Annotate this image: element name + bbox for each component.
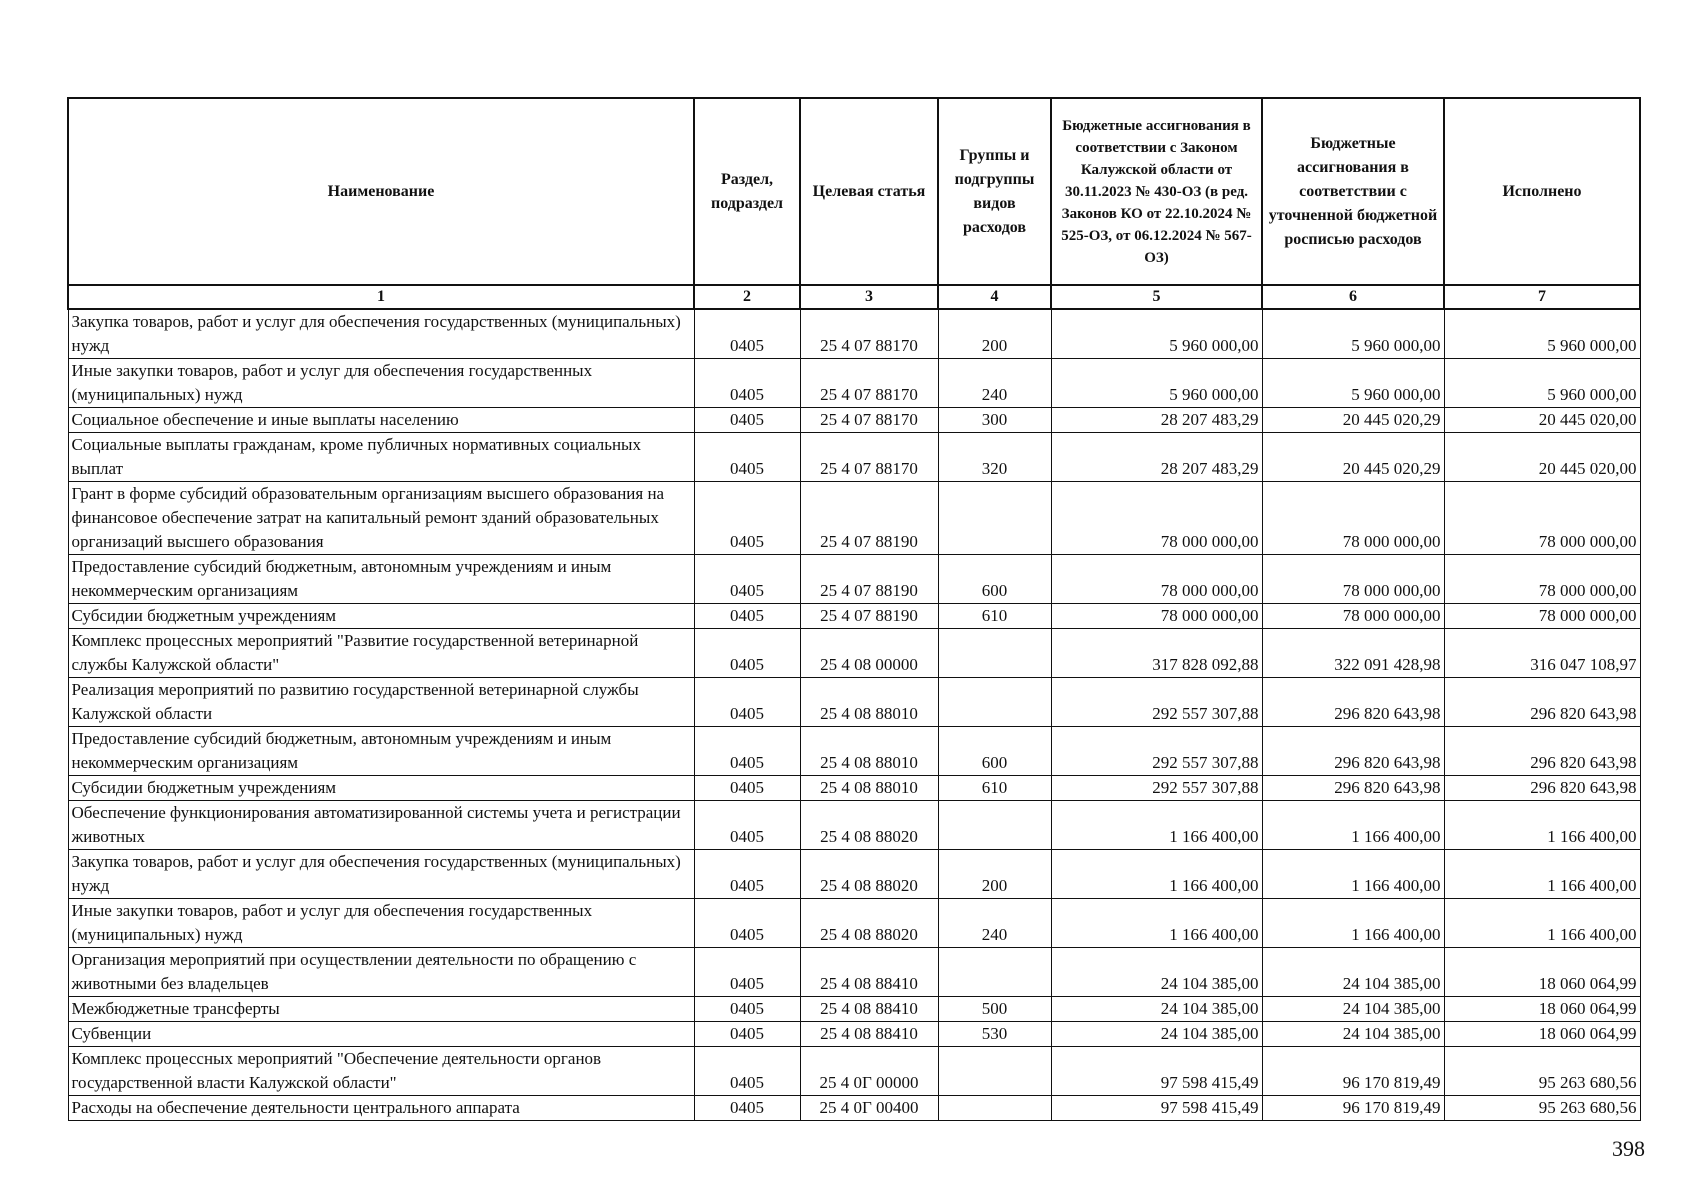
table-row [68, 1047, 1640, 1096]
row-article: 25 4 07 88190 [800, 604, 938, 629]
row-name: Иные закупки товаров, работ и услуг для обеспечения государственных (муниципальных) нужд [68, 359, 694, 408]
header-law-allocations: Бюджетные ассигнования в соответствии с Законом Калужской области от 30.11.2023 № 430-ОЗ (в ред. Законов КО от 22.10.2024 № 525-ОЗ, от 06.12.2024 № 567-ОЗ) [1051, 98, 1262, 285]
row-executed-amount: 18 060 064,99 [1444, 997, 1640, 1022]
table-row [68, 359, 1640, 408]
row-group: 200 [938, 309, 1051, 359]
row-group: 240 [938, 899, 1051, 948]
row-section: 0405 [694, 555, 800, 604]
header-roster-allocations: Бюджетные ассигнования в соответствии с уточненной бюджетной росписью расходов [1262, 98, 1444, 285]
row-name: Закупка товаров, работ и услуг для обеспечения государственных (муниципальных) нужд [68, 309, 694, 359]
row-name: Предоставление субсидий бюджетным, автономным учреждениям и иным некоммерческим организациям [68, 727, 694, 776]
row-article: 25 4 0Г 00400 [800, 1096, 938, 1121]
column-number: 5 [1051, 285, 1262, 309]
row-executed-amount: 20 445 020,00 [1444, 433, 1640, 482]
table-row [68, 801, 1640, 850]
row-section: 0405 [694, 727, 800, 776]
row-executed-amount: 78 000 000,00 [1444, 555, 1640, 604]
row-name: Социальное обеспечение и иные выплаты населению [68, 408, 694, 433]
row-executed-amount: 316 047 108,97 [1444, 629, 1640, 678]
row-section: 0405 [694, 948, 800, 997]
row-article: 25 4 07 88170 [800, 408, 938, 433]
table-row [68, 604, 1640, 629]
row-section: 0405 [694, 850, 800, 899]
row-executed-amount: 1 166 400,00 [1444, 899, 1640, 948]
row-executed-amount: 296 820 643,98 [1444, 678, 1640, 727]
table-row [68, 433, 1640, 482]
row-section: 0405 [694, 1047, 800, 1096]
row-section: 0405 [694, 678, 800, 727]
row-article: 25 4 08 88010 [800, 776, 938, 801]
header-section: Раздел, подраздел [694, 98, 800, 285]
row-section: 0405 [694, 776, 800, 801]
row-roster-amount: 20 445 020,29 [1262, 408, 1444, 433]
row-article: 25 4 07 88170 [800, 433, 938, 482]
row-law-amount: 292 557 307,88 [1051, 776, 1262, 801]
row-law-amount: 78 000 000,00 [1051, 604, 1262, 629]
row-law-amount: 5 960 000,00 [1051, 359, 1262, 408]
row-law-amount: 24 104 385,00 [1051, 948, 1262, 997]
row-executed-amount: 78 000 000,00 [1444, 604, 1640, 629]
row-roster-amount: 296 820 643,98 [1262, 727, 1444, 776]
header-expense-group: Группы и подгруппы видов расходов [938, 98, 1051, 285]
table-row [68, 776, 1640, 801]
row-law-amount: 1 166 400,00 [1051, 850, 1262, 899]
table-row [68, 408, 1640, 433]
row-roster-amount: 5 960 000,00 [1262, 359, 1444, 408]
row-law-amount: 78 000 000,00 [1051, 555, 1262, 604]
table-row [68, 629, 1640, 678]
row-executed-amount: 95 263 680,56 [1444, 1096, 1640, 1121]
row-executed-amount: 20 445 020,00 [1444, 408, 1640, 433]
row-name: Комплекс процессных мероприятий "Развитие государственной ветеринарной службы Калужской области" [68, 629, 694, 678]
row-law-amount: 24 104 385,00 [1051, 1022, 1262, 1047]
row-roster-amount: 78 000 000,00 [1262, 482, 1444, 555]
row-section: 0405 [694, 1022, 800, 1047]
row-law-amount: 292 557 307,88 [1051, 727, 1262, 776]
row-group: 240 [938, 359, 1051, 408]
row-article: 25 4 08 88410 [800, 1022, 938, 1047]
table-row [68, 899, 1640, 948]
row-section: 0405 [694, 408, 800, 433]
row-law-amount: 317 828 092,88 [1051, 629, 1262, 678]
row-law-amount: 1 166 400,00 [1051, 801, 1262, 850]
row-article: 25 4 08 88410 [800, 948, 938, 997]
row-name: Расходы на обеспечение деятельности центрального аппарата [68, 1096, 694, 1121]
column-number: 1 [68, 285, 694, 309]
column-number: 3 [800, 285, 938, 309]
row-roster-amount: 1 166 400,00 [1262, 899, 1444, 948]
row-group: 610 [938, 776, 1051, 801]
row-roster-amount: 322 091 428,98 [1262, 629, 1444, 678]
row-executed-amount: 95 263 680,56 [1444, 1047, 1640, 1096]
row-name: Социальные выплаты гражданам, кроме публичных нормативных социальных выплат [68, 433, 694, 482]
page-number: 398 [1612, 1136, 1645, 1161]
row-section: 0405 [694, 997, 800, 1022]
row-executed-amount: 296 820 643,98 [1444, 727, 1640, 776]
row-roster-amount: 1 166 400,00 [1262, 801, 1444, 850]
row-executed-amount: 1 166 400,00 [1444, 850, 1640, 899]
row-group [938, 629, 1051, 678]
row-law-amount: 97 598 415,49 [1051, 1096, 1262, 1121]
row-section: 0405 [694, 801, 800, 850]
table-row [68, 555, 1640, 604]
row-roster-amount: 296 820 643,98 [1262, 776, 1444, 801]
row-roster-amount: 20 445 020,29 [1262, 433, 1444, 482]
row-group: 600 [938, 555, 1051, 604]
row-article: 25 4 07 88190 [800, 482, 938, 555]
row-law-amount: 5 960 000,00 [1051, 309, 1262, 359]
table-row [68, 678, 1640, 727]
row-section: 0405 [694, 899, 800, 948]
table-row [68, 948, 1640, 997]
row-article: 25 4 08 88020 [800, 850, 938, 899]
row-law-amount: 24 104 385,00 [1051, 997, 1262, 1022]
row-name: Субсидии бюджетным учреждениям [68, 776, 694, 801]
row-section: 0405 [694, 482, 800, 555]
row-roster-amount: 78 000 000,00 [1262, 604, 1444, 629]
row-name: Реализация мероприятий по развитию государственной ветеринарной службы Калужской области [68, 678, 694, 727]
column-number: 4 [938, 285, 1051, 309]
row-name: Субвенции [68, 1022, 694, 1047]
row-article: 25 4 08 00000 [800, 629, 938, 678]
row-article: 25 4 08 88010 [800, 678, 938, 727]
row-executed-amount: 1 166 400,00 [1444, 801, 1640, 850]
row-executed-amount: 78 000 000,00 [1444, 482, 1640, 555]
table-row [68, 482, 1640, 555]
row-law-amount: 28 207 483,29 [1051, 408, 1262, 433]
row-roster-amount: 24 104 385,00 [1262, 1022, 1444, 1047]
row-name: Комплекс процессных мероприятий "Обеспечение деятельности органов государственной власти Калужской области" [68, 1047, 694, 1096]
row-group [938, 801, 1051, 850]
row-group: 610 [938, 604, 1051, 629]
row-executed-amount: 18 060 064,99 [1444, 1022, 1640, 1047]
row-group [938, 948, 1051, 997]
column-number: 7 [1444, 285, 1640, 309]
row-group [938, 482, 1051, 555]
row-article: 25 4 08 88020 [800, 801, 938, 850]
table-row [68, 727, 1640, 776]
row-group [938, 1096, 1051, 1121]
row-roster-amount: 24 104 385,00 [1262, 997, 1444, 1022]
row-article: 25 4 0Г 00000 [800, 1047, 938, 1096]
row-roster-amount: 5 960 000,00 [1262, 309, 1444, 359]
row-group: 600 [938, 727, 1051, 776]
header-name: Наименование [68, 98, 694, 285]
row-executed-amount: 18 060 064,99 [1444, 948, 1640, 997]
header-executed: Исполнено [1444, 98, 1640, 285]
header-target-article: Целевая статья [800, 98, 938, 285]
table-row [68, 850, 1640, 899]
row-name: Обеспечение функционирования автоматизированной системы учета и регистрации животных [68, 801, 694, 850]
row-article: 25 4 07 88170 [800, 309, 938, 359]
row-section: 0405 [694, 433, 800, 482]
header-row [68, 98, 1640, 285]
table-row [68, 1096, 1640, 1121]
row-name: Закупка товаров, работ и услуг для обеспечения государственных (муниципальных) нужд [68, 850, 694, 899]
row-group [938, 678, 1051, 727]
column-number-row [68, 285, 1640, 309]
row-roster-amount: 96 170 819,49 [1262, 1047, 1444, 1096]
row-section: 0405 [694, 629, 800, 678]
column-number: 2 [694, 285, 800, 309]
row-law-amount: 292 557 307,88 [1051, 678, 1262, 727]
row-article: 25 4 07 88170 [800, 359, 938, 408]
row-article: 25 4 08 88410 [800, 997, 938, 1022]
row-roster-amount: 78 000 000,00 [1262, 555, 1444, 604]
row-roster-amount: 1 166 400,00 [1262, 850, 1444, 899]
row-article: 25 4 07 88190 [800, 555, 938, 604]
row-name: Предоставление субсидий бюджетным, автономным учреждениям и иным некоммерческим организациям [68, 555, 694, 604]
row-law-amount: 78 000 000,00 [1051, 482, 1262, 555]
row-group: 530 [938, 1022, 1051, 1047]
row-name: Грант в форме субсидий образовательным организациям высшего образования на финансовое обеспечение затрат на капитальный ремонт зданий образовательных организаций высшего образования [68, 482, 694, 555]
row-group: 300 [938, 408, 1051, 433]
row-law-amount: 97 598 415,49 [1051, 1047, 1262, 1096]
row-article: 25 4 08 88010 [800, 727, 938, 776]
row-name: Субсидии бюджетным учреждениям [68, 604, 694, 629]
row-article: 25 4 08 88020 [800, 899, 938, 948]
column-number: 6 [1262, 285, 1444, 309]
row-section: 0405 [694, 359, 800, 408]
row-name: Иные закупки товаров, работ и услуг для обеспечения государственных (муниципальных) нужд [68, 899, 694, 948]
row-roster-amount: 96 170 819,49 [1262, 1096, 1444, 1121]
row-section: 0405 [694, 604, 800, 629]
row-law-amount: 28 207 483,29 [1051, 433, 1262, 482]
table-row [68, 997, 1640, 1022]
row-name: Организация мероприятий при осуществлении деятельности по обращению с животными без владельцев [68, 948, 694, 997]
row-section: 0405 [694, 309, 800, 359]
row-group: 200 [938, 850, 1051, 899]
row-executed-amount: 5 960 000,00 [1444, 359, 1640, 408]
row-group: 320 [938, 433, 1051, 482]
budget-table-sheet [67, 97, 1639, 1121]
table-row [68, 1022, 1640, 1047]
budget-execution-table [67, 97, 1641, 1121]
row-executed-amount: 296 820 643,98 [1444, 776, 1640, 801]
row-roster-amount: 296 820 643,98 [1262, 678, 1444, 727]
row-section: 0405 [694, 1096, 800, 1121]
row-group: 500 [938, 997, 1051, 1022]
table-row [68, 309, 1640, 359]
row-roster-amount: 24 104 385,00 [1262, 948, 1444, 997]
row-law-amount: 1 166 400,00 [1051, 899, 1262, 948]
row-name: Межбюджетные трансферты [68, 997, 694, 1022]
row-executed-amount: 5 960 000,00 [1444, 309, 1640, 359]
row-group [938, 1047, 1051, 1096]
